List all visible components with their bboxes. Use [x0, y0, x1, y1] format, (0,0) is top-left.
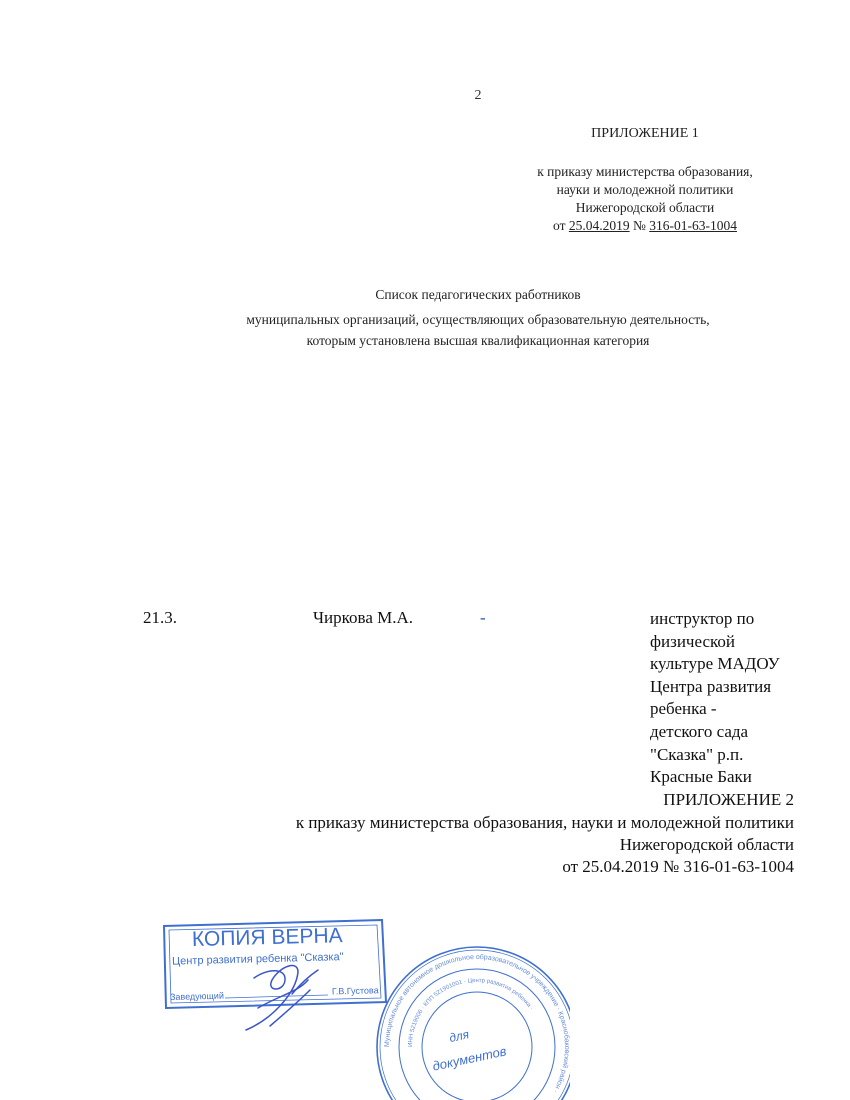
stamp-subtitle: Центр развития ребенка "Сказка": [171, 951, 344, 968]
list-title-line1: Список педагогических работников: [375, 287, 581, 302]
appendix1-line1: к приказу министерства образования,: [537, 164, 753, 179]
copy-certified-stamp: [164, 920, 386, 1008]
signature: [246, 966, 318, 1030]
row-name: Чиркова М.А.: [313, 608, 414, 627]
stamp-title: КОПИЯ ВЕРНА: [191, 924, 343, 952]
row-number: 21.3.: [143, 608, 177, 627]
appendix1-line3: Нижегородской области: [575, 200, 715, 215]
appendix1-number: 316-01-63-1004: [649, 218, 737, 233]
appendix1-date: 25.04.2019: [568, 218, 630, 233]
svg-text:ИНН 5219006 · КПП 521901001 ·: ИНН 5219006 · КПП 521901001 · Центр развития ребенка ·: [407, 977, 534, 1048]
row-position: инструктор по физической культуре МАДОУ Центра развития ребенка - детского сада "Сказка" р.п. Красные Баки: [650, 609, 780, 787]
stamp-role: Заведующий: [169, 990, 225, 1003]
appendix1-number-prefix: №: [632, 218, 646, 233]
row-dash: -: [480, 608, 486, 627]
seal-center-line2: документов: [431, 1043, 508, 1074]
appendix1-date-prefix: от: [553, 218, 566, 233]
appendix1-title: ПРИЛОЖЕНИЕ 1: [591, 126, 699, 141]
appendix2-line1: к приказу министерства образования, науки и молодежной политики: [295, 813, 794, 832]
list-title-line2: муниципальных организаций, осуществляющих образовательную деятельность,: [246, 312, 710, 327]
appendix1-line2: науки и молодежной политики: [556, 182, 734, 197]
page-number: 2: [474, 88, 482, 103]
seal-center-line1: для: [447, 1027, 471, 1046]
appendix2-title: ПРИЛОЖЕНИЕ 2: [663, 790, 794, 809]
appendix2-line3: от 25.04.2019 № 316-01-63-1004: [562, 857, 794, 876]
list-title-line3: которым установлена высшая квалификационная категория: [306, 333, 650, 348]
appendix2-line2: Нижегородской области: [619, 835, 794, 854]
round-seal: [377, 947, 570, 1100]
stamp-signer: Г.В.Густова: [331, 985, 379, 997]
appendix1-date-line: [480, 218, 810, 234]
svg-text:Муниципальное автономное дошко: Муниципальное автономное дошкольное образовательное учреждение · Краснобаковский район ·: [383, 953, 570, 1094]
stamp-and-seal: [150, 910, 570, 1100]
